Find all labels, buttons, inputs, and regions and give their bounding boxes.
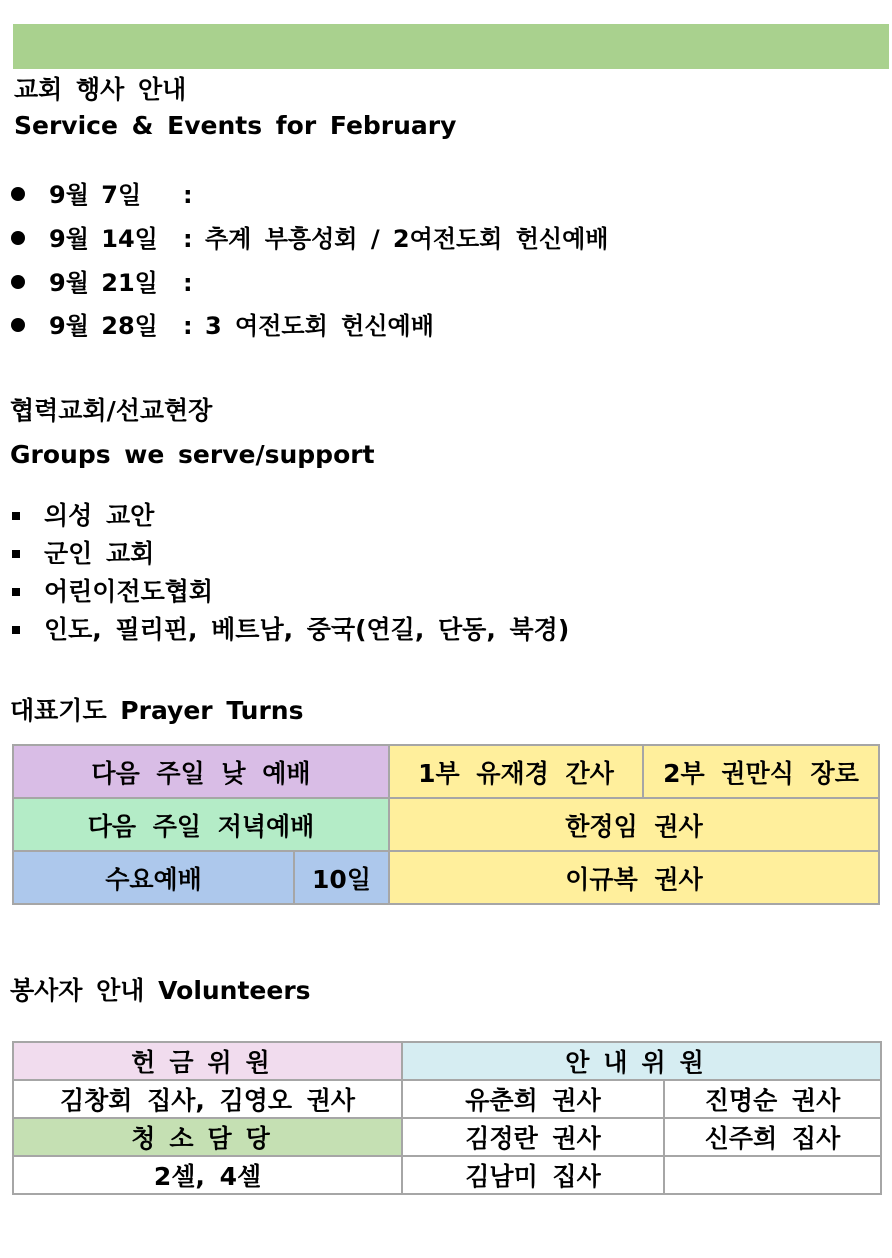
prayer-title: 대표기도 Prayer Turns: [10, 696, 304, 725]
group-name: 어린이전도협회: [44, 577, 214, 606]
bullet-icon: [12, 512, 20, 520]
bullet-icon: [12, 626, 20, 634]
offering-header: 헌금위원: [13, 1042, 402, 1080]
cleaning-header: 청소담당: [13, 1118, 402, 1156]
sunday-day-second: 2부 권만식 장로: [643, 745, 879, 798]
usher-cell: 김남미 집사: [402, 1156, 664, 1194]
events-title-kr: 교회 행사 안내: [14, 75, 187, 104]
offering-members: 김창회 집사, 김영오 권사: [13, 1080, 402, 1118]
prayer-table: [12, 744, 880, 905]
events-title-en: Service & Events for February: [14, 111, 457, 140]
bullet-icon: [11, 318, 25, 332]
sunday-evening-label: 다음 주일 저녁예배: [13, 798, 389, 851]
usher-cell: 신주희 집사: [664, 1118, 881, 1156]
usher-header: 안내위원: [402, 1042, 881, 1080]
wednesday-label: 수요예배: [13, 851, 294, 904]
bullet-icon: [11, 275, 25, 289]
wednesday-person: 이규복 권사: [389, 851, 879, 904]
event-text: 추계 부흥성회 / 2여전도회 헌신예배: [205, 225, 609, 253]
header-color-bar: [13, 24, 889, 69]
usher-cell: [664, 1156, 881, 1194]
event-colon: :: [183, 312, 193, 340]
table-row: [13, 1042, 881, 1080]
table-row: [13, 1156, 881, 1194]
table-row: [13, 1118, 881, 1156]
event-colon: :: [183, 225, 193, 253]
event-colon: :: [183, 181, 193, 209]
bullet-icon: [11, 231, 25, 245]
event-text: 3 여전도회 헌신예배: [205, 312, 434, 340]
volunteers-table: [12, 1041, 882, 1195]
groups-title-en: Groups we serve/support: [10, 440, 375, 469]
event-date: 9월 14일: [49, 225, 158, 253]
table-row: [13, 798, 879, 851]
table-row: [13, 745, 879, 798]
event-date: 9월 21일: [49, 269, 158, 297]
event-date: 9월 7일: [49, 181, 142, 209]
usher-cell: 김정란 권사: [402, 1118, 664, 1156]
usher-cell: 진명순 권사: [664, 1080, 881, 1118]
bullet-icon: [11, 187, 25, 201]
group-name: 군인 교회: [44, 539, 155, 568]
groups-title-kr: 협력교회/선교현장: [10, 396, 213, 425]
table-row: [13, 851, 879, 904]
sunday-evening-person: 한정임 권사: [389, 798, 879, 851]
table-row: [13, 1080, 881, 1118]
sunday-day-label: 다음 주일 낮 예배: [13, 745, 389, 798]
cleaning-groups: 2셀, 4셀: [13, 1156, 402, 1194]
event-colon: :: [183, 269, 193, 297]
sunday-day-first: 1부 유재경 간사: [389, 745, 643, 798]
wednesday-date: 10일: [294, 851, 389, 904]
event-date: 9월 28일: [49, 312, 158, 340]
bullet-icon: [12, 588, 20, 596]
bullet-icon: [12, 550, 20, 558]
group-name: 의성 교안: [44, 501, 155, 530]
usher-cell: 유춘희 권사: [402, 1080, 664, 1118]
group-name: 인도, 필리핀, 베트남, 중국(연길, 단동, 북경): [44, 615, 570, 644]
volunteers-title: 봉사자 안내 Volunteers: [10, 976, 311, 1005]
